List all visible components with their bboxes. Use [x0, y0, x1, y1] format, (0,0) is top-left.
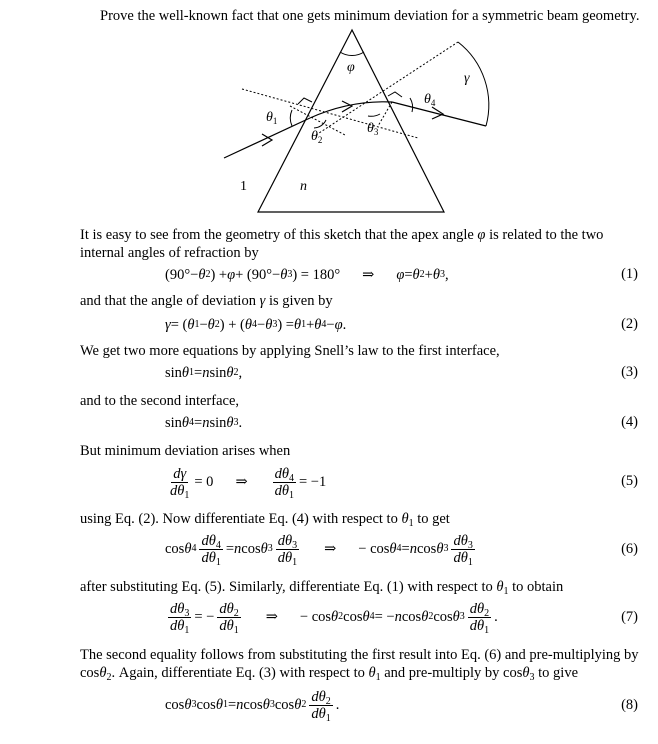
equation-number-1: (1)	[621, 266, 638, 282]
paragraph-4: and to the second interface,	[80, 393, 240, 409]
exit-ray	[392, 102, 486, 126]
equation-number-8: (8)	[621, 697, 638, 713]
equation-7: $\frac{d\theta_3}{d\theta_1}$ = − $\frac{d\theta_2}{d\theta_1}$ ⇒ − cos θ 2 cos θ 4 = − n cos θ 2 cos θ 3 $\frac{d\theta_2}{d\theta_1}$ .	[170, 600, 498, 636]
gamma-arc	[458, 42, 489, 126]
equation-3: sin θ 1 = n sin θ 2 ,	[165, 364, 243, 381]
equation-number-6: (6)	[621, 541, 638, 557]
intro-text: Prove the well-known fact that one gets minimum deviation for a symmetric beam geometry.	[100, 8, 640, 24]
internal-ray	[310, 102, 392, 118]
label-medium-outside: 1	[240, 179, 247, 194]
right-angle-mark-2	[388, 92, 402, 97]
paragraph-8: The second equality follows from substituting the first result into Eq. (6) and pre-multiplying by cosθ$_2$. Again, differentiate Eq. (3) with respect to $\theta_1$ and pre-multiply by cosθ$_3$ to give	[80, 647, 639, 683]
theta4-arc	[410, 98, 413, 112]
equation-6: cos θ 4 $\frac{d\theta_4}{d\theta_1}$ = n cos θ 3 $\frac{d\theta_3}{d\theta_1}$ ⇒ − cos θ 4 = n cos θ 3 $\frac{d\theta_3}{d\theta_1}$	[165, 532, 473, 568]
label-theta2: $\theta_2$	[311, 129, 323, 145]
normal-line-2	[378, 102, 392, 126]
equation-4: sin θ 4 = n sin θ 3 .	[165, 414, 243, 431]
label-theta4: $\theta_4$	[424, 92, 436, 108]
equation-8: cos θ 3 cos θ 1 = n cos θ 3 cos θ 2 $\frac{d\theta_2}{d\theta_1}$ .	[165, 688, 340, 724]
paragraph-7: after substituting Eq. (5). Similarly, differentiate Eq. (1) with respect to $\theta_1$ to obtain	[80, 579, 564, 597]
theta2-arc	[314, 120, 326, 128]
equation-number-5: (5)	[621, 473, 638, 489]
paragraph-6: using Eq. (2). Now differentiate Eq. (4) with respect to $\theta_1$ to get	[80, 511, 450, 529]
equation-2: γ = ( θ 1 − θ 2 ) + ( θ 4 − θ 3 ) = θ 1 + θ 4 − φ .	[165, 316, 347, 333]
apex-angle-arc	[340, 52, 364, 56]
equation-number-4: (4)	[621, 414, 638, 430]
theta1-arc	[290, 110, 292, 126]
equation-5: $\frac{d\gamma}{d\theta_1}$ = 0 ⇒ $\frac{d\theta_4}{d\theta_1}$ = −1	[170, 465, 327, 501]
equation-number-7: (7)	[621, 609, 638, 625]
theta3-arc	[368, 114, 380, 116]
prism-diagram	[0, 0, 658, 225]
equation-1: (90°− θ 2 ) + φ + (90°− θ 3 ) = 180° ⇒ φ = θ 2 + θ 3 ,	[165, 266, 449, 283]
exit-extension-line	[316, 42, 458, 135]
paragraph-3: We get two more equations by applying Snell’s law to the first interface,	[80, 343, 500, 359]
label-gamma: γ	[464, 71, 470, 86]
equation-number-2: (2)	[621, 316, 638, 332]
label-theta3: $\theta_3$	[367, 121, 379, 137]
paragraph-2: and that the angle of deviation γ is given by	[80, 293, 333, 309]
paragraph-5: But minimum deviation arises when	[80, 443, 291, 459]
label-theta1: $\theta_1$	[266, 110, 278, 126]
prism-outline	[258, 30, 444, 212]
label-medium-inside: n	[300, 179, 307, 194]
equation-number-3: (3)	[621, 364, 638, 380]
label-phi: φ	[347, 60, 355, 75]
right-angle-mark-1	[298, 98, 312, 104]
paragraph-1: It is easy to see from the geometry of this sketch that the apex angle φ is related to the two internal angles of refraction by	[80, 227, 604, 261]
